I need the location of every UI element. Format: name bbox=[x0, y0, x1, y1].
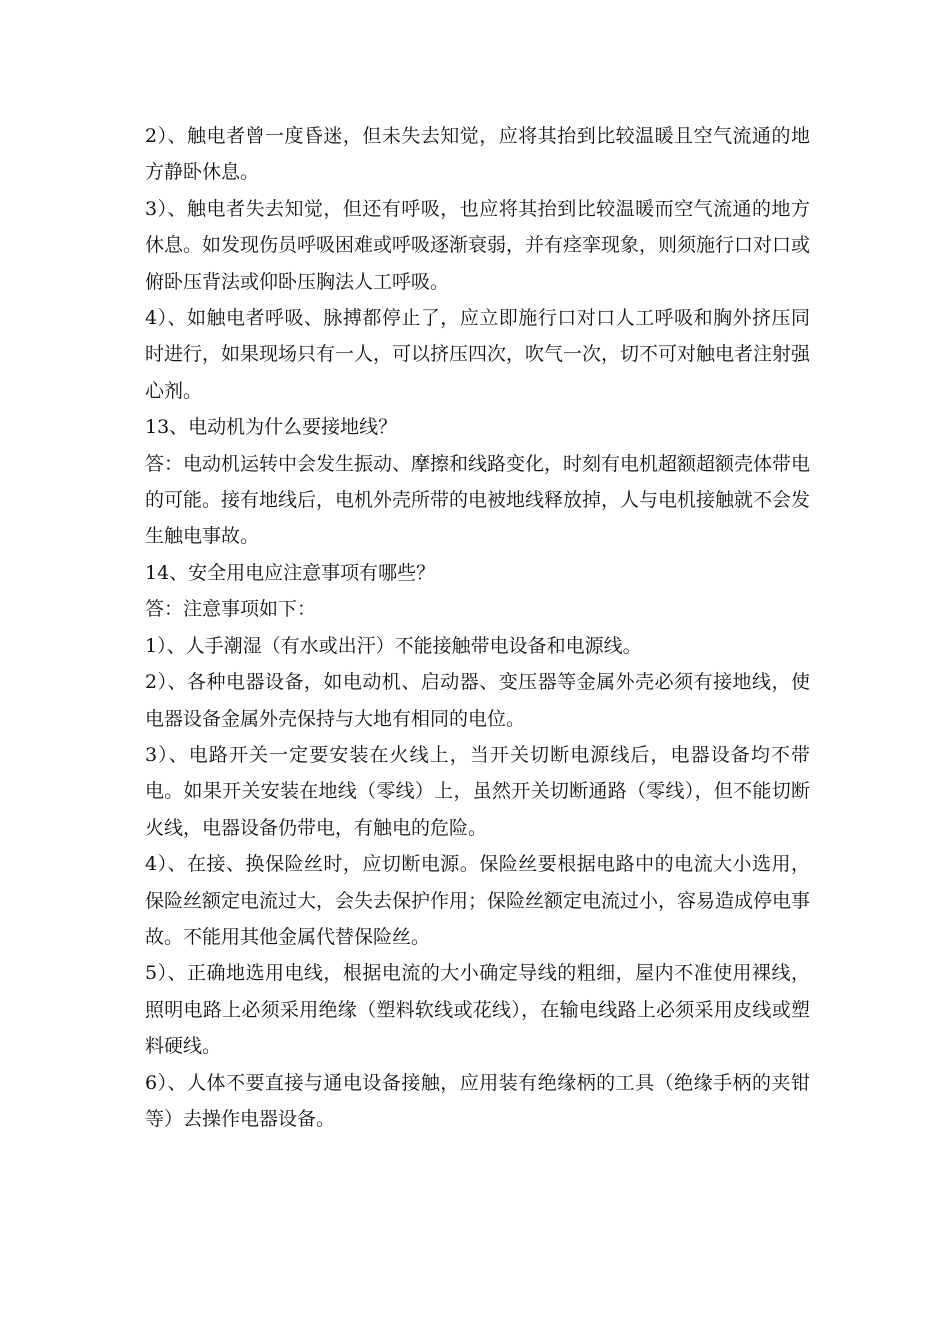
paragraph-rescue-step-2: 2）、触电者曾一度昏迷，但未失去知觉，应将其抬到比较温暖且空气流通的地方静卧休息。 bbox=[145, 125, 810, 184]
question-14: 14、安全用电应注意事项有哪些？ bbox=[145, 561, 436, 584]
paragraph-rescue-step-3: 3）、触电者失去知觉，但还有呼吸，也应将其抬到比较温暖而空气流通的地方休息。如发现伤员呼吸困难或呼吸逐渐衰弱，并有痉挛现象，则须施行口对口或俯卧压背法或仰卧压胸法人工呼吸。 bbox=[145, 197, 811, 293]
safety-item-5: 5）、正确地选用电线，根据电流的大小确定导线的粗细，屋内不准使用裸线，照明电路上必须采用绝缘（塑料软线或花线），在输电线路上必须采用皮线或塑料硬线。 bbox=[145, 962, 810, 1058]
answer-14-intro: 答：注意事项如下： bbox=[145, 598, 317, 621]
safety-item-3: 3）、电路开关一定要安装在火线上，当开关切断电源线后，电器设备均不带电。如果开关安装在地线（零线）上，虽然开关切断通路（零线），但不能切断火线，电器设备仍带电，有触电的危险。 bbox=[145, 743, 810, 839]
safety-item-4: 4）、在接、换保险丝时，应切断电源。保险丝要根据电路中的电流大小选用，保险丝额定电流过大，会失去保护作用；保险丝额定电流过小，容易造成停电事故。不能用其他金属代替保险丝。 bbox=[145, 853, 811, 948]
safety-item-6: 6）、人体不要直接与通电设备接触，应用装有绝缘柄的工具（绝缘手柄的夹钳等）去操作电器设备。 bbox=[145, 1071, 810, 1130]
safety-item-2: 2）、各种电器设备，如电动机、启动器、变压器等金属外壳必须有接地线，使电器设备金属外壳保持与大地有相同的电位。 bbox=[145, 671, 810, 730]
document-body bbox=[145, 118, 810, 1137]
safety-item-1: 1）、人手潮湿（有水或出汗）不能接触带电设备和电源线。 bbox=[145, 634, 642, 657]
paragraph-rescue-step-4: 4）、如触电者呼吸、脉搏都停止了，应立即施行口对口人工呼吸和胸外挤压同时进行，如果现场只有一人，可以挤压四次，吹气一次，切不可对触电者注射强心剂。 bbox=[145, 307, 811, 402]
answer-13: 答：电动机运转中会发生振动、摩擦和线路变化，时刻有电机超额超额壳体带电的可能。接有地线后，电机外壳所带的电被地线释放掉，人与电机接触就不会发生触电事故。 bbox=[145, 452, 811, 548]
question-13: 13、电动机为什么要接地线？ bbox=[145, 416, 398, 439]
